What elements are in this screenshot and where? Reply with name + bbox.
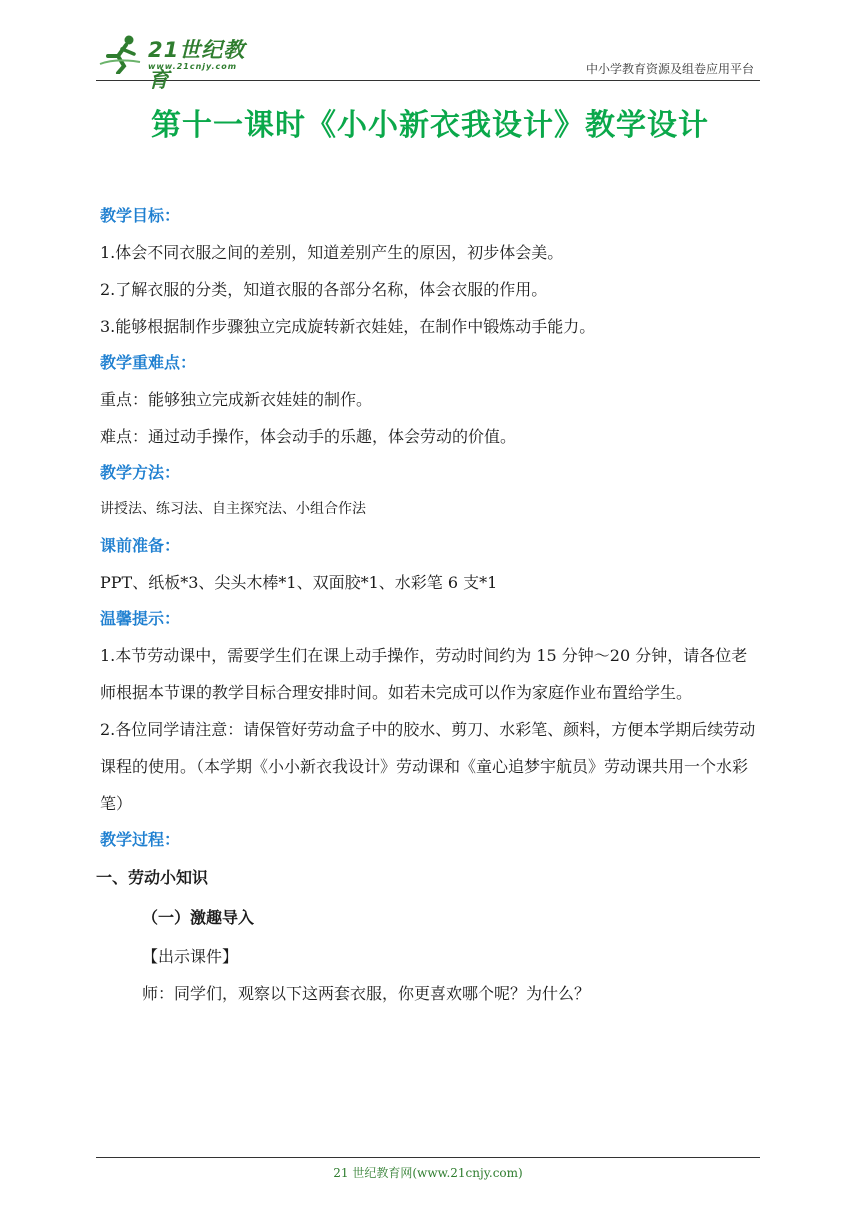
document-body [96,198,762,1012]
key-points-heading: 教学重难点： [100,353,197,372]
part-heading: 一、劳动小知识 [96,868,209,887]
goals-heading: 教学目标： [100,206,181,225]
page-header [96,30,760,92]
goal-item: 1.体会不同衣服之间的差别，知道差别产生的原因，初步体会美。 [100,243,564,262]
site-logo [96,30,266,92]
key-point: 重点：能够独立完成新衣娃娃的制作。 [100,390,373,409]
goal-item: 2.了解衣服的分类，知道衣服的各部分名称，体会衣服的作用。 [100,280,548,299]
page-title: 第十一课时《小小新衣我设计》教学设计 [151,108,709,143]
tip-paragraph: 1.本节劳动课中，需要学生们在课上动手操作，劳动时间约为 15 分钟～20 分钟，请各位老师根据本节课的教学目标合理安排时间。如若未完成可以作为家庭作业布置给学生。 [100,646,748,702]
preparation-heading: 课前准备： [100,536,181,555]
teacher-line: 师：同学们，观察以下这两套衣服，你更喜欢哪个呢？为什么？ [142,984,591,1003]
process-heading: 教学过程： [100,830,181,849]
logo-url: www.21cnjy.com [148,62,238,71]
slide-note: 【出示课件】 [142,947,239,966]
platform-name: 中小学教育资源及组卷应用平台 [585,62,754,76]
difficult-point: 难点：通过动手操作，体会动手的乐趣，体会劳动的价值。 [100,427,517,446]
tip-paragraph: 2.各位同学请注意：请保管好劳动盒子中的胶水、剪刀、水彩笔、颜料，方便本学期后续劳动课程的使用。（本学期《小小新衣我设计》劳动课和《童心追梦宇航员》劳动课共用一个水彩笔） [100,720,756,813]
tips-heading: 温馨提示： [100,609,181,628]
methods-heading: 教学方法： [100,463,181,482]
preparation-text: PPT、纸板*3、尖头木棒*1、双面胶*1、水彩笔 6 支*1 [100,573,498,592]
logo-text: 21世纪教育 [148,38,246,92]
goal-item: 3.能够根据制作步骤独立完成旋转新衣娃娃，在制作中锻炼动手能力。 [100,317,596,336]
methods-text: 讲授法、练习法、自主探究法、小组合作法 [100,501,366,517]
subpart-heading: （一）激趣导入 [142,908,255,927]
runner-logo-icon [96,34,146,74]
page-footer: 21 世纪教育网(www.21cnjy.com) [96,1157,760,1181]
